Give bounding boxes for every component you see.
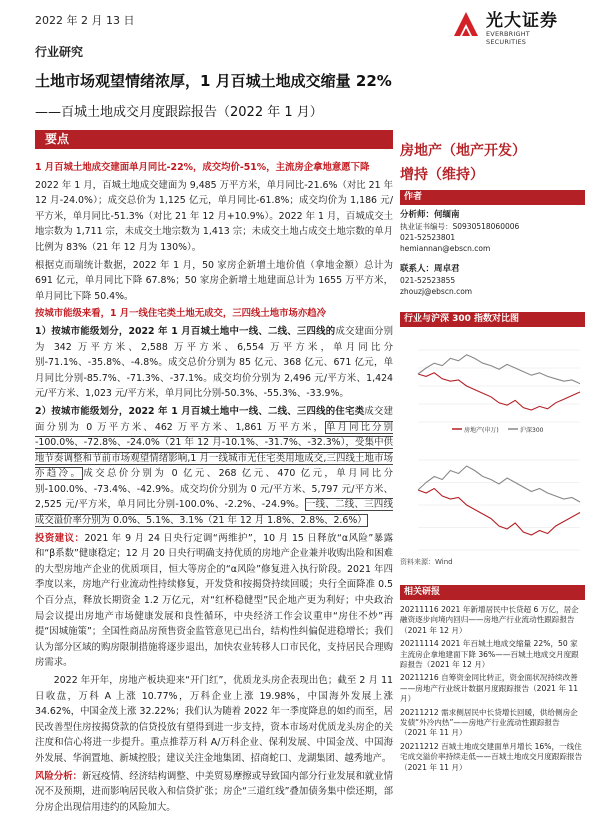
related-report-item[interactable]: 20211216 自筹资金同比转正，资金面状况持续改善——房地产行业统计数据月度跟踪报告（2021 年 11 月） [400, 673, 579, 704]
related-report-item[interactable]: 20211114 2021 年百城土地成交缩量 22%，50 家主流房企拿地建面下降 36%——百城土地成交月度跟踪报告（2021 年 12 月） [400, 639, 579, 670]
related-reports-header: 相关研报 [400, 585, 585, 600]
legend-index: 沪深300 [520, 427, 544, 434]
paragraph-1: 2022 年 1 月，百城土地成交建面为 9,485 万平方米，单月同比-21.6%（对比 21 年 12 月-24.0%）；成交总价为 1,125 亿元，单月同比-61.8%；成交均价为 1,186 元/平方米，单月同比-51.3%（对比 21 年 12 月+10.9%）。2022 年 1 月，百城成交土地宗数为 1,711 宗，未成交土地宗数为 1,413 宗；未成交土地占成交土地宗数的单月比例为 83%（21 年 12 月为 130%）。 [35, 179, 393, 253]
highlight-2: 按城市能级来看，1 月一线住宅类土地无成交，三四线土地市场亦趋冷 [35, 308, 327, 320]
paragraph-4-lead: 2）按城市能级划分，2022 年 1 月百城土地中一线、二线、三四线的住宅类 [35, 405, 365, 417]
investment-body: 2021 年 9 月 24 日央行定调“两维护”，10 月 15 日释放“α风险”暴露和“β系数”健康稳定；12 月 20 日央行明确支持优质的房地产企业兼并收购出险和困难的大型房地产企业的优质项目，恒大等房企的“α风险”修复进入执行阶段。2021 年四季度以来，房地产行业流动性持续修复，开发贷和按揭贷持续回暖；央行全面降准 0.5 个百分点，释放长期资金 1.2 万亿元，对“红杯稳健型”民企地产更为利好；中央政治局会议提出房地产市场健康发展和良性循环，中央经济工作会议重申“房住不炒”再提“因城施策”；全国性商品房预售资金监管意见已出台，结构性纠偏促进稳增长；我们认为部分区域的购房限制措施将逐步退出，加快农业转移人口市民化，支持居民合理购房需求。 [35, 532, 393, 669]
related-report-item[interactable]: 20211212 需求侧居民中长贷增长回暖，供给侧房企发债“外冷内热”——房地产行业流动性跟踪报告（2021 年 11 月） [400, 707, 578, 738]
paragraph-4-a: 成交建面分别为 0 万平方米、462 万平方米、1,861 万平方米， [35, 405, 393, 433]
paragraph-2: 根据克而瑞统计数据，2022 年 1 月，50 家房企新增土地价值（拿地金额）总计为 691 亿元，单月同比下降 67.8%；50 家房企新增土地建面总计为 1655 万平方米，单月同比下降 50.4%。 [35, 259, 393, 302]
contact-email[interactable]: zhouzj@ebscn.com [400, 287, 473, 296]
risk-body: 新冠疫情、经济结构调整、中美贸易摩擦或导致国内部分行业发展和就业情况不及预期，进而影响居民收入和信贷扩张；房企“三道红线”叠加债务集中偿还期，部分房企出现信用违约的风险加大。 [35, 770, 393, 813]
brand-name: 光大证券 [486, 11, 558, 31]
report-date: 2022 年 2 月 13 日 [35, 14, 135, 27]
chart-header: 行业与沪深 300 指数对比图 [400, 312, 585, 327]
contact-info [400, 264, 472, 297]
chart-source: 资料来源：Wind [400, 558, 453, 566]
contact-name: 联系人：周卓君 [400, 264, 460, 274]
chart-series-index [418, 466, 580, 502]
main-content [35, 160, 393, 817]
paragraph-3-lead: 1）按城市能级划分，2022 年 1 月百城土地中一线、二线、三四线的 [35, 325, 336, 337]
page-subtitle: ——百城土地成交月度跟踪报告（2022 年 1 月） [35, 105, 323, 120]
index-comparison-chart [400, 330, 585, 594]
report-category: 行业研究 [35, 45, 84, 59]
related-report-item[interactable]: 20211212 百城土地成交建面单月增长 16%，一线住宅成交溢价率持续走低——百城土地成交月度跟踪报告（2021 年 11 月） [400, 741, 583, 772]
key-points-label: 要点 [45, 132, 70, 146]
related-reports [400, 605, 585, 776]
page-title: 土地市场观望情绪浓厚，1 月百城土地成交缩量 22% [35, 72, 392, 90]
paragraph-5: 2022 年开年，房地产板块迎来“开门红”，优质龙头房企表现出色；截至 2 月 11 日收盘，万科 A 上涨 10.77%，万科企业上涨 19.98%，中国海外发展上涨 34.62%，中国金茂上涨 32.22%；我们认为随着 2022 年一季度降息的如约而至，居民改善型住房按揭贷款的信贷投放有望得到进一步支持，资本市场对优质龙头房企的关注度和信心将进一步提升。重点推荐万科 A/万科企业、保利发展、中国金茂、中国海外发展、华润置地、新城控股；建议关注金地集团、招商蛇口、龙湖集团、越秀地产。 [35, 675, 393, 764]
risk-label: 风险分析： [35, 770, 83, 782]
investment-advice [35, 531, 393, 671]
key-points-header [35, 130, 393, 149]
author-header: 作者 [400, 190, 585, 205]
sector-label: 房地产（地产开发） [400, 143, 526, 159]
paragraph-4-c: 成交总价分别为 0 亿元、268 亿元、470 亿元，单月同比分别-100.0%、-73.4%、-42.9%。成交均价分别为 0 元/平方米、5,797 元/平方米、2,525 元/平方米，单月同比分别-100.0%、-2.2%、-24.9%。 [35, 468, 393, 511]
paragraph-4 [35, 404, 393, 529]
rating-label: 增持（维持） [400, 167, 484, 183]
brand-logo [452, 6, 572, 46]
risk-analysis [35, 769, 393, 816]
contact-phone: 021-52523855 [400, 276, 456, 285]
legend-sector: 房地产(申万) [464, 427, 499, 434]
analyst-info [400, 210, 519, 254]
investment-label: 投资建议： [35, 532, 85, 544]
paragraph-4-boxed-2: 一线、二线、三四线成交溢价率分别为 0.0%、5.1%、3.1%（21 年 12 月 1.8%、2.8%、2.6%） [35, 499, 393, 527]
brand-name-en: EVERBRIGHT SECURITIES [486, 30, 530, 46]
related-report-item[interactable]: 20211116 2021 年新增居民中长贷超 6 万亿，居企融资逐步向境内回归——房地产行业流动性跟踪报告（2021 年 12 月） [400, 605, 579, 635]
analyst-email[interactable]: hemiannan@ebscn.com [400, 244, 491, 253]
chart-legend [452, 426, 544, 434]
paragraph-3-body: 成交建面分别为 342 万平方米、2,588 万平方米、6,554 万平方米，单月同比分别-71.1%、-35.8%、-4.8%。成交总价分别为 85 亿元、368 亿元、671 亿元，单月同比分别-85.7%、-71.3%、-37.1%。成交均价分别为 2,496 元/平方米、1,424 元/平方米、1,023 元/平方米，单月同比分别-50.3%、-55.3%、-33.9%。 [35, 325, 393, 400]
logo-mark-icon [452, 8, 480, 38]
analyst-cert: 执业证书编号：S0930518060006 [400, 222, 520, 231]
chart-svg [400, 330, 585, 590]
highlight-1: 1 月百城土地成交建面单月同比-22%，成交均价-51%，主流房企拿地意愿下降 [35, 162, 370, 173]
paragraph-3 [35, 324, 393, 402]
analyst-phone: 021-52523801 [400, 233, 456, 242]
paragraph-4-boxed: 单月同比分别 -100.0%、-72.8%、-24.0%（21 年 12 月-10.1%、-31.7%、-32.3%），受集中供地节奏调整和节前市场观望情绪影响,1 月一线城市无住宅类用地成交,三四线土地市场亦趋冷。 [35, 421, 393, 480]
analyst-name: 分析师：何缅南 [400, 210, 460, 220]
